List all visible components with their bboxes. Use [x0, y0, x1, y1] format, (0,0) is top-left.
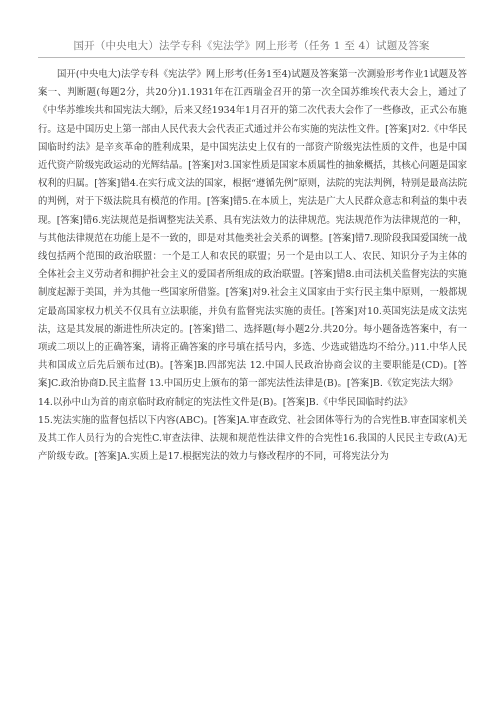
document-header-title: 国开（中央电大）法学专科《宪法学》网上形考（任务 1 至 4）试题及答案 — [38, 38, 465, 58]
body-paragraph-2: 14.以孙中山为首的南京临时政府制定的宪法性文件是(B)。[答案]B.《中华民国临时约法》 — [38, 396, 413, 408]
document-body — [38, 66, 467, 466]
body-paragraph-1: 国开(中央电大)法学专科《宪法学》网上形考(任务1至4)试题及答案第一次測验形考作业1试题及答案一、判断题(每题2分，共20分)1.1931年在江西瑞金召开的第一次全国苏维埃代表大会上，通过了《中华苏维埃共和国宪法大纲》，后来又经1934年1月召开的第二次代表大会作了一些修改，正式公布施行。这是中国历史上第一部由人民代表大会代表正式通过并公布实施的宪法性文件。[答案]对2.《中华民国临时约法》是辛亥革命的胜利成果，是中国宪法史上仅有的一部资产阶级宪法性质的文件，也是中国近代资产阶级宪政运动的光辉结晶。[答案]对3.国家性质是国家本质属性的抽象概括，其核心问题是国家权利的归属。[答案]错4.在实行成文法的国家，根据“遵循先例”原则，法院的宪法判例，特别是最高法院的判例，对于下级法院具有模范的作用。[答案]错5.在本质上，宪法是广大人民群众意志和利益的集中表现。[答案]错6.宪法规范是指调整宪法关系、具有宪法效力的法律规范。宪法规范作为法律规范的一种，与其他法律规范在功能上是不一致的，即是对其他类社会关系的调整。[答案]错7.现阶段我国爱国统一战线包括两个范围的政治联盟：一个是工人和农民的联盟；另一个是由以工人、农民、知识分子为主体的全体社会主义劳动者和拥护社会主义的爱国者所组成的政治联盟。[答案]错8.由司法机关监督宪法的实施制度起源于美国，并为其他一些国家所借鉴。[答案]对9.社会主义国家由于实行民主集中原则，一般都规定最高国家权力机关不仅具有立法职能，并负有监督宪法实施的责任。[答案]对10.英国宪法是成文法宪法，这是其发展的渐进性所决定的。[答案]错二、选择题(每小题2分.共20分。每小题备选答案中，有一项或二项以上的正确答案，请将正确答案的序号填在括号内，多选、少选或错选均不给分。)11.中华人民共和国成立后先后颁布过(B)。[答案]B.四部宪法 12.中国人民政治协商会议的主要职能是(CD)。[答案]C.政治协商D.民主监督 13.中国历史上颁布的第一部宪法性法律是(B)。[答案]B.《钦定宪法大纲》 — [38, 69, 467, 390]
body-paragraph-3: 15.宪法实施的监督包括以下内容(ABC)。[答案]A.审查政党、社会团体等行为的合宪性B.审查国家机关及其工作人员行为的合宪性C.审查法律、法规和规范性法律文件的合宪性16.我国的人民民主专政(A)无产阶级专政。[答案]A.实质上是17.根据宪法的效力与修改程序的不同，可将宪法分为 — [38, 414, 467, 463]
